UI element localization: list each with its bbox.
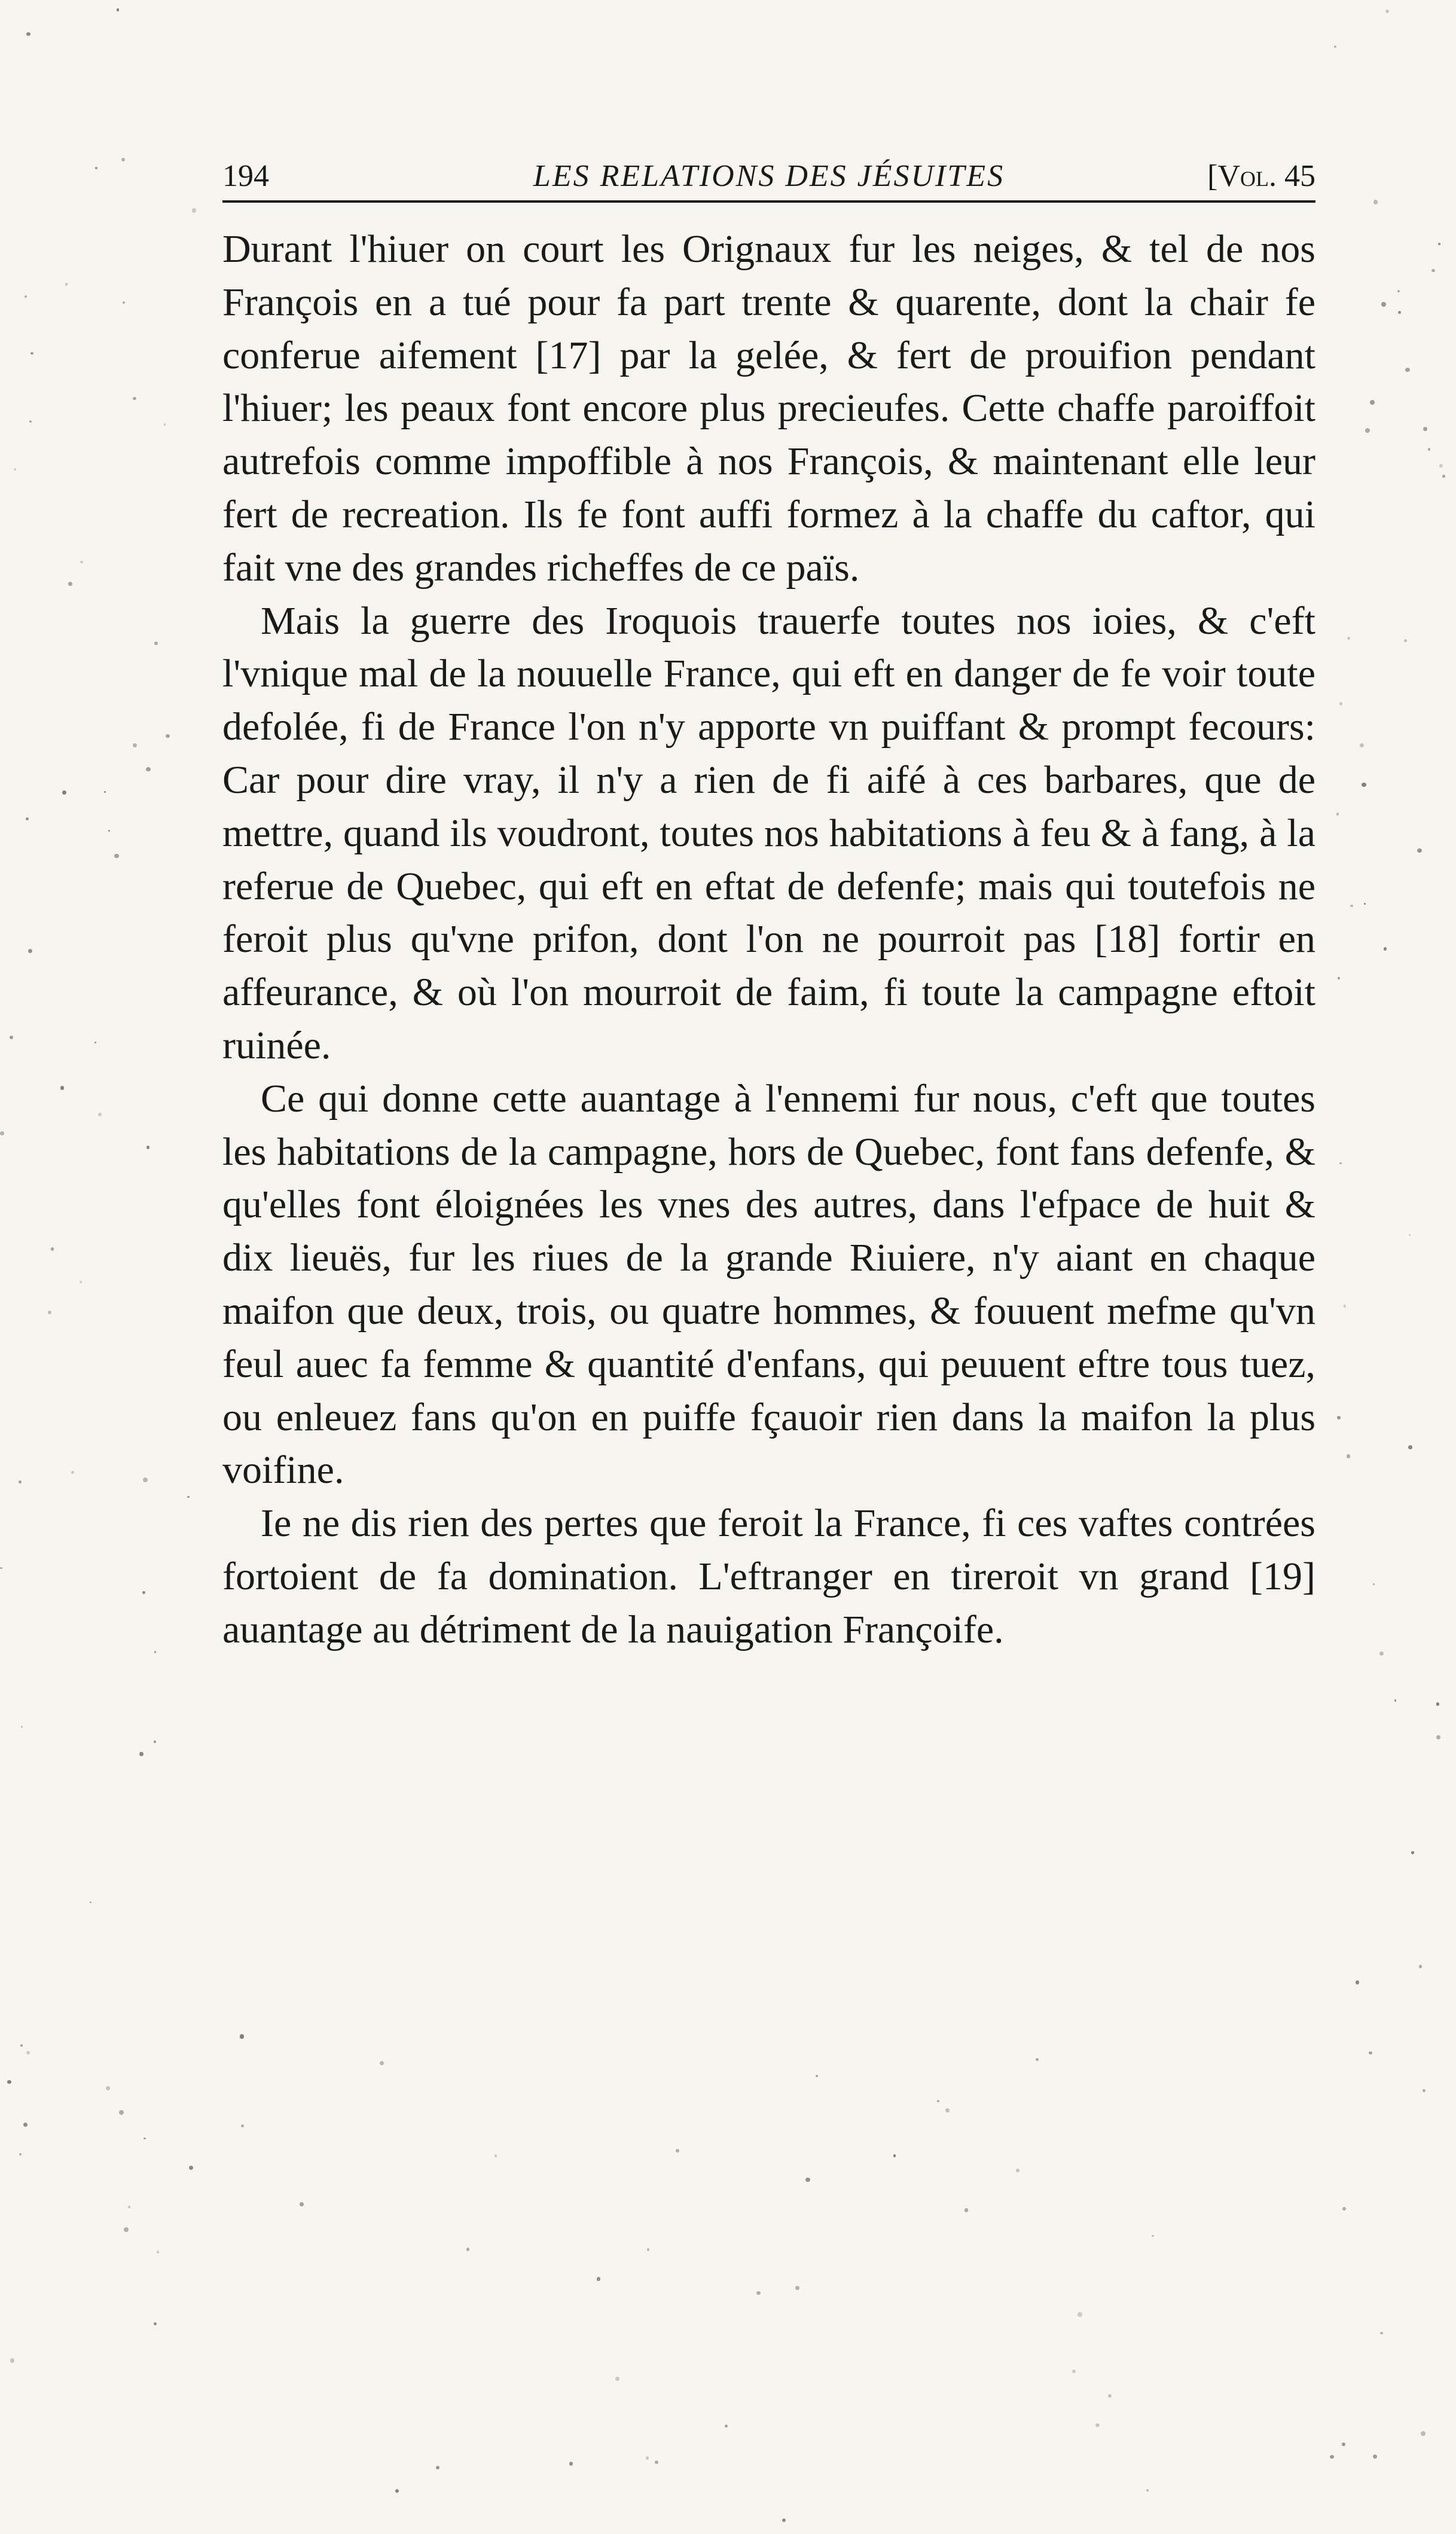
scan-speck bbox=[1336, 813, 1339, 816]
paragraph: Mais la guerre des Iroquois trauerfe toutes nos ioies, & c'eft l'vnique mal de la nouuelle France, qui eft en danger de fe voir toute defolée, fi de France l'on n'y apporte vn puiffant & prompt fecours: Car pour dire vray, il n'y a rien de fi aifé à ces barbares, que de mettre, quand ils voudront, toutes nos habitations à feu & à fang, à la referue de Quebec, qui eft en eftat de defenfe; mais qui toutefois ne feroit plus qu'vne prifon, dont l'on ne pourroit pas [18] fortir en affeurance, & où l'on mourroit de faim, fi toute la campagne eftoit ruinée. bbox=[222, 599, 1315, 1067]
scan-speck bbox=[1356, 1980, 1360, 1985]
scan-speck bbox=[1036, 2058, 1039, 2061]
scan-speck bbox=[1398, 311, 1401, 314]
scan-speck bbox=[436, 2466, 439, 2469]
scan-speck bbox=[1072, 2370, 1076, 2373]
scan-speck bbox=[1379, 1651, 1384, 1656]
scan-speck bbox=[192, 208, 196, 212]
scan-speck bbox=[1146, 2489, 1149, 2492]
scan-speck bbox=[1405, 368, 1410, 373]
scan-speck bbox=[0, 1567, 2, 1569]
scan-speck bbox=[676, 2149, 679, 2153]
scan-speck bbox=[20, 2044, 23, 2047]
scan-speck bbox=[108, 830, 111, 832]
scan-speck bbox=[10, 2358, 15, 2363]
scan-speck bbox=[1364, 903, 1366, 905]
scan-speck bbox=[80, 561, 83, 564]
scan-speck bbox=[154, 642, 158, 645]
scan-speck bbox=[1409, 1234, 1411, 1236]
scan-speck bbox=[106, 2086, 110, 2090]
scan-speck bbox=[133, 397, 136, 401]
scan-speck bbox=[1423, 2089, 1426, 2092]
scan-speck bbox=[26, 817, 29, 821]
scan-speck bbox=[893, 2154, 896, 2157]
scan-speck bbox=[60, 1086, 64, 1089]
scan-speck bbox=[187, 1496, 190, 1498]
scan-speck bbox=[1350, 905, 1353, 907]
scan-speck bbox=[1342, 2207, 1346, 2211]
scan-speck bbox=[1370, 400, 1375, 405]
scan-speck bbox=[14, 468, 17, 471]
scan-speck bbox=[21, 1726, 23, 1728]
scan-speck bbox=[1421, 2431, 1425, 2435]
scan-speck bbox=[646, 2456, 649, 2459]
scan-speck bbox=[1373, 1583, 1375, 1585]
scan-speck bbox=[1077, 2312, 1082, 2317]
volume-label: [Vol. 45 bbox=[1207, 159, 1315, 193]
paragraph: Ie ne dis rien des pertes que feroit la France, fi ces vaftes contrées fortoient de fa domination. L'eftranger en tireroit vn grand [19] auantage au détriment de la nauigation Françoife. bbox=[222, 1501, 1315, 1651]
scan-speck bbox=[1338, 977, 1340, 979]
scan-speck bbox=[28, 949, 33, 954]
scan-speck bbox=[143, 1477, 148, 1482]
scan-speck bbox=[1423, 427, 1427, 431]
running-title: LES RELATIONS DES JÉSUITES bbox=[533, 159, 1005, 193]
scan-speck bbox=[119, 2110, 124, 2115]
scan-speck bbox=[10, 1036, 13, 1039]
scan-speck bbox=[795, 2286, 799, 2290]
scan-speck bbox=[240, 2034, 244, 2038]
scan-speck bbox=[51, 1247, 54, 1251]
scan-speck bbox=[80, 1281, 83, 1284]
scan-speck bbox=[1442, 475, 1445, 478]
paragraph: Ce qui donne cette auantage à l'ennemi fur nous, c'eft que toutes les habitations de la campagne, hors de Quebec, font fans defenfe, & qu'elles font éloignées les vnes des autres, dans l'efpace de huit & dix lieuës, fur les riues de la grande Riuiere, n'y aiant en chaque maifon que deux, trois, ou quatre hommes, & fouuent mefme qu'vn feul auec fa femme & quantité d'enfans, qui peuuent eftre tous tuez, ou enleuez fans qu'on en puiffe fçauoir rien dans la maifon la plus voifine. bbox=[222, 1076, 1315, 1492]
scan-speck bbox=[123, 301, 126, 304]
scan-speck bbox=[1408, 1445, 1412, 1449]
scan-speck bbox=[569, 2462, 573, 2466]
scan-speck bbox=[782, 2518, 786, 2522]
scan-speck bbox=[395, 2489, 399, 2493]
scan-speck bbox=[1419, 1965, 1423, 1968]
running-head bbox=[222, 152, 1315, 203]
scan-speck bbox=[104, 791, 106, 793]
scan-speck bbox=[495, 2154, 497, 2157]
scan-speck bbox=[300, 2202, 304, 2206]
scan-speck bbox=[29, 420, 32, 423]
scan-speck bbox=[1016, 2169, 1019, 2172]
scan-speck bbox=[139, 1752, 143, 1756]
scan-speck bbox=[98, 1113, 102, 1116]
scan-speck bbox=[7, 2080, 11, 2084]
scan-speck bbox=[1330, 2455, 1334, 2459]
scan-speck bbox=[1436, 1735, 1440, 1739]
scan-speck bbox=[25, 295, 27, 298]
scan-speck bbox=[1384, 947, 1387, 951]
scan-speck bbox=[26, 32, 30, 36]
scan-speck bbox=[466, 2248, 469, 2251]
scan-speck bbox=[1438, 243, 1440, 245]
scan-speck bbox=[48, 1311, 51, 1314]
scan-speck bbox=[1152, 2235, 1153, 2237]
body-text bbox=[222, 223, 1315, 1657]
scan-speck bbox=[1439, 464, 1443, 468]
scan-speck bbox=[1411, 1851, 1414, 1854]
scan-speck bbox=[937, 2100, 939, 2102]
scan-speck bbox=[1436, 1702, 1439, 1705]
scan-speck bbox=[380, 2061, 384, 2065]
scan-speck bbox=[816, 2075, 818, 2077]
scan-speck bbox=[1381, 302, 1385, 306]
scan-speck bbox=[964, 2208, 969, 2212]
scan-speck bbox=[19, 2153, 22, 2156]
scan-speck bbox=[1373, 200, 1378, 204]
scan-speck bbox=[95, 167, 97, 169]
scan-speck bbox=[71, 1471, 74, 1474]
scan-speck bbox=[121, 158, 125, 161]
paragraph: Durant l'hiuer on court les Orignaux fur les neiges, & tel de nos François en a tué pour fa part trente & quarente, dont la chair fe conferue aifement [17] par la gelée, & fert de prouifion pendant l'hiuer; les peaux font encore plus precieufes. Cette chaffe paroiffoit autrefois comme impoffible à nos François, & maintenant elle leur fert de recreation. Ils fe font auffi formez à la chaffe du caftor, qui fait vne des grandes richeffes de ce païs. bbox=[222, 227, 1315, 590]
book-page bbox=[222, 152, 1315, 1657]
scan-speck bbox=[1339, 702, 1342, 705]
scan-speck bbox=[128, 2206, 130, 2208]
scan-speck bbox=[1404, 639, 1407, 642]
scan-speck bbox=[23, 2123, 28, 2127]
scan-speck bbox=[117, 8, 119, 11]
scan-speck bbox=[725, 2425, 728, 2428]
scan-speck bbox=[615, 2377, 619, 2381]
scan-speck bbox=[1431, 269, 1434, 272]
scan-speck bbox=[1397, 290, 1400, 292]
scan-speck bbox=[1339, 1162, 1342, 1165]
scan-speck bbox=[1095, 2423, 1099, 2427]
scan-speck bbox=[1337, 1416, 1341, 1420]
scan-speck bbox=[597, 2277, 601, 2281]
scan-speck bbox=[1380, 2332, 1383, 2335]
scan-speck bbox=[1417, 848, 1422, 853]
scan-speck bbox=[114, 854, 118, 858]
scan-speck bbox=[0, 1131, 4, 1135]
scan-speck bbox=[157, 2251, 159, 2253]
scan-speck bbox=[1344, 1305, 1346, 1307]
scan-speck bbox=[1334, 45, 1336, 48]
scan-speck bbox=[1394, 1699, 1396, 1701]
scan-speck bbox=[756, 2291, 760, 2295]
scan-speck bbox=[30, 352, 33, 355]
scan-speck bbox=[154, 1741, 156, 1743]
scan-speck bbox=[805, 2178, 810, 2182]
scan-speck bbox=[146, 767, 151, 772]
scan-speck bbox=[1342, 2443, 1345, 2446]
scan-speck bbox=[154, 2322, 157, 2325]
scan-speck bbox=[124, 2227, 129, 2232]
scan-speck bbox=[90, 1901, 91, 1903]
scan-speck bbox=[189, 2166, 193, 2170]
scan-speck bbox=[1347, 637, 1350, 640]
scan-speck bbox=[1108, 2394, 1112, 2398]
scan-speck bbox=[142, 1591, 145, 1594]
scan-speck bbox=[945, 2108, 949, 2112]
scan-speck bbox=[133, 743, 137, 747]
scan-speck bbox=[26, 2051, 30, 2054]
page-number: 194 bbox=[222, 159, 269, 193]
scan-speck bbox=[1373, 2454, 1377, 2459]
scan-speck bbox=[1428, 448, 1431, 451]
scan-speck bbox=[164, 423, 166, 425]
scan-speck bbox=[94, 1042, 96, 1043]
scan-speck bbox=[65, 283, 68, 286]
scan-speck bbox=[1360, 743, 1364, 747]
scan-speck bbox=[1362, 783, 1366, 787]
scan-speck bbox=[166, 734, 170, 738]
scan-speck bbox=[62, 790, 66, 795]
scan-speck bbox=[19, 1480, 22, 1483]
scan-speck bbox=[146, 1146, 150, 1149]
scan-speck bbox=[655, 2460, 658, 2464]
scan-speck bbox=[1365, 428, 1370, 433]
scan-speck bbox=[647, 2248, 649, 2251]
scan-speck bbox=[1385, 10, 1389, 13]
scan-speck bbox=[68, 582, 72, 586]
scan-speck bbox=[241, 2124, 245, 2128]
scan-speck bbox=[144, 2138, 145, 2139]
scan-speck bbox=[1369, 2051, 1372, 2054]
scan-speck bbox=[154, 1651, 156, 1653]
scan-speck bbox=[1347, 1454, 1350, 1458]
